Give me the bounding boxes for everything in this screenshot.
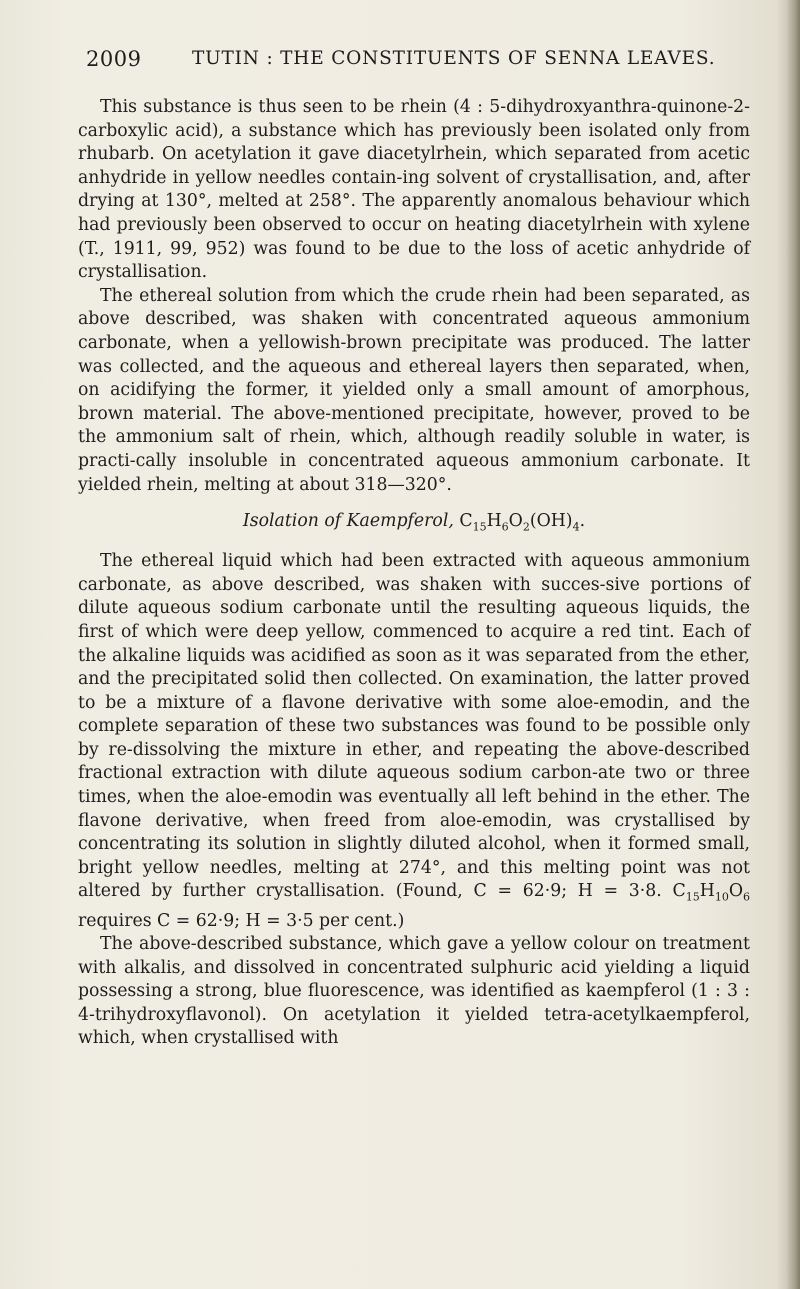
page-number: 2009 [86, 47, 142, 71]
section-heading-formula: $C_{15}H_6O_2(OH)_4$. [459, 511, 586, 534]
section-heading-text: Isolation of Kaempferol, [242, 511, 454, 532]
body-text [78, 96, 750, 1051]
section-heading [78, 510, 750, 539]
running-title: TUTIN : THE CONSTITUENTS OF SENNA LEAVES. [192, 48, 716, 69]
page-edge-shadow [786, 0, 800, 1289]
paragraph-ethereal-solution: The ethereal solution from which the crude rhein had been separated, as above described, was shaken with concentrated aqueous ammonium carbonate, when a yellowish-brown precipitate was produced. The latter was collected, and the aqueous and ethereal layers then separated, when, on acidifying the former, it yielded only a small amount of amorphous, brown material. The above-mentioned precipitate, however, proved to be the ammonium salt of rhein, which, although readily soluble in water, is practi-cally insoluble in concentrated aqueous ammonium carbonate. It yielded rhein, melting at about 318—320°. [78, 285, 750, 495]
paragraph-kaempferol-isolation: The ethereal liquid which had been extracted with aqueous ammonium carbonate, as above described, was shaken with succes-sive portions of dilute aqueous sodium carbonate until the resulting aqueous liquids, the first of which were deep yellow, commenced to acquire a red tint. Each of the alkaline liquids was acidified as soon as it was separated from the ether, and the precipitated solid then collected. On examination, the latter proved to be a mixture of a flavone derivative with some aloe-emodin, and the complete separation of these two substances was found to be possible only by re-dissolving the mixture in ether, and repeating the above-described fractional extraction with dilute aqueous sodium carbon-ate two or three times, when the aloe-emodin was eventually all left behind in the ether. The flavone derivative, when freed from aloe-emodin, was crystallised by concentrating its solution in slightly diluted alcohol, when it formed small, bright yellow needles, melting at 274°, and this melting point was not altered by further crystallisation. (Found, C = 62·9; H = 3·8. $C_{15}H_{10}O_6$ requires C = 62·9; H = 3·5 per cent.) [78, 551, 750, 931]
paragraph-kaempferol-identification: The above-described substance, which gave a yellow colour on treatment with alkalis, and dissolved in concentrated sulphuric acid yielding a liquid possessing a strong, blue fluorescence, was identified as kaempferol (1 : 3 : 4-trihydroxyflavonol). On acetylation it yielded tetra-acetylkaempferol, which, when crystallised with [78, 934, 750, 1049]
paragraph-rhein-identification: This substance is thus seen to be rhein (4 : 5-dihydroxyanthra-quinone-2-carboxylic acid), a substance which has previously been isolated only from rhubarb. On acetylation it gave diacetylrhein, which separated from acetic anhydride in yellow needles contain-ing solvent of crystallisation, and, after drying at 130°, melted at 258°. The apparently anomalous behaviour which had previously been observed to occur on heating diacetylrhein with xylene (T., 1911, 99, 952) was found to be due to the loss of acetic anhydride of crystallisation. [78, 97, 750, 283]
page-header [86, 47, 746, 77]
